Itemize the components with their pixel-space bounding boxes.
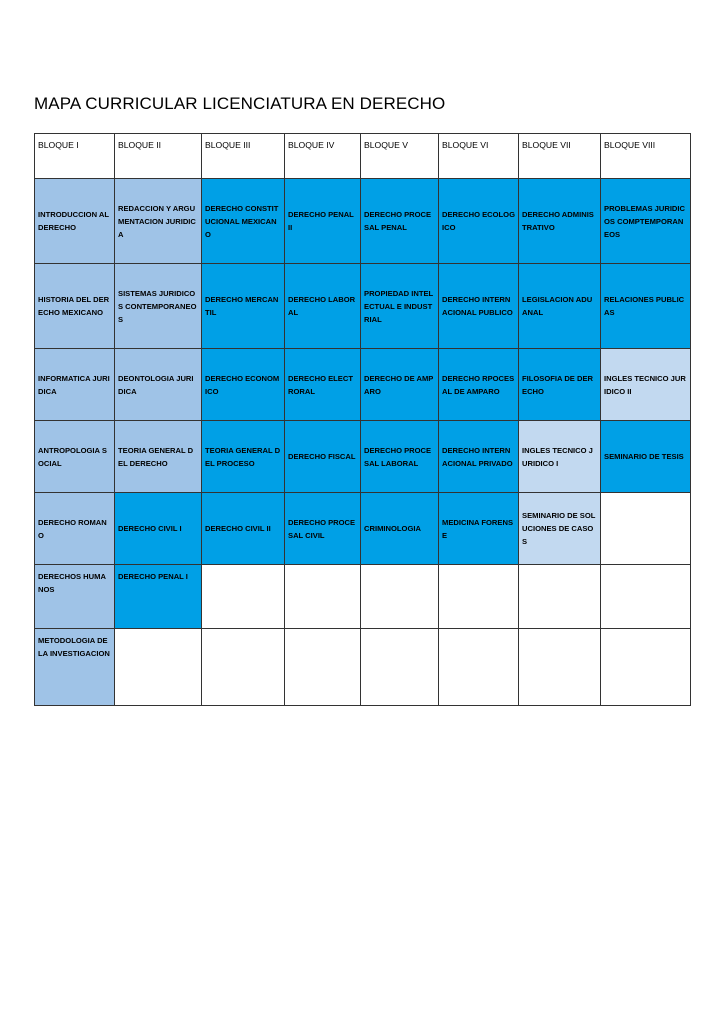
course-cell: ANTROPOLOGIA SOCIAL <box>35 421 115 493</box>
course-cell <box>285 565 361 629</box>
header-cell: BLOQUE II <box>115 134 202 179</box>
course-cell: DERECHO ECOLOGICO <box>439 179 519 264</box>
course-cell: MEDICINA FORENSE <box>439 493 519 565</box>
course-cell: SISTEMAS JURIDICOS CONTEMPORANEOS <box>115 264 202 349</box>
course-cell <box>439 565 519 629</box>
course-cell: DERECHO ELECTRORAL <box>285 349 361 421</box>
course-cell: INFORMATICA JURIDICA <box>35 349 115 421</box>
course-cell <box>601 493 691 565</box>
course-cell: DERECHO PROCESAL CIVIL <box>285 493 361 565</box>
table-row <box>35 349 691 421</box>
course-cell: SEMINARIO DE SOLUCIONES DE CASOS <box>519 493 601 565</box>
course-cell: DERECHO ADMINISTRATIVO <box>519 179 601 264</box>
course-cell <box>601 629 691 706</box>
course-cell: PROBLEMAS JURIDICOS COMPTEMPORANEOS <box>601 179 691 264</box>
course-cell: INTRODUCCION AL DERECHO <box>35 179 115 264</box>
header-cell: BLOQUE III <box>202 134 285 179</box>
course-cell: TEORIA GENERAL DEL PROCESO <box>202 421 285 493</box>
course-cell: REDACCION Y ARGUMENTACION JURIDICA <box>115 179 202 264</box>
course-cell: DERECHO CIVIL II <box>202 493 285 565</box>
course-cell <box>202 629 285 706</box>
course-cell: DERECHO PROCESAL LABORAL <box>361 421 439 493</box>
course-cell: DERECHO MERCANTIL <box>202 264 285 349</box>
table-row <box>35 493 691 565</box>
course-cell: DERECHO FISCAL <box>285 421 361 493</box>
header-row <box>35 134 691 179</box>
document-title: MAPA CURRICULAR LICENCIATURA EN DERECHO <box>34 94 446 113</box>
header-cell: BLOQUE VIII <box>601 134 691 179</box>
course-cell: DERECHO PENAL II <box>285 179 361 264</box>
course-cell: DERECHO DE AMPARO <box>361 349 439 421</box>
course-cell: METODOLOGIA DE LA INVESTIGACION <box>35 629 115 706</box>
table-row <box>35 264 691 349</box>
course-cell: DERECHO INTERNACIONAL PUBLICO <box>439 264 519 349</box>
table-row <box>35 565 691 629</box>
course-cell: DERECHO INTERNACIONAL PRIVADO <box>439 421 519 493</box>
course-cell <box>439 629 519 706</box>
header-cell: BLOQUE VII <box>519 134 601 179</box>
header-cell: BLOQUE VI <box>439 134 519 179</box>
course-cell: TEORIA GENERAL DEL DERECHO <box>115 421 202 493</box>
course-cell: DERECHO PENAL I <box>115 565 202 629</box>
header-cell: BLOQUE I <box>35 134 115 179</box>
table-row <box>35 629 691 706</box>
course-cell <box>361 629 439 706</box>
table-row <box>35 179 691 264</box>
course-cell: INGLES TECNICO JURIDICO I <box>519 421 601 493</box>
course-cell: DERECHO PROCESAL PENAL <box>361 179 439 264</box>
course-cell: DERECHO CONSTITUCIONAL MEXICANO <box>202 179 285 264</box>
course-cell <box>519 629 601 706</box>
course-cell <box>601 565 691 629</box>
course-cell: DERECHO ROMANO <box>35 493 115 565</box>
course-cell: INGLES TECNICO JURIDICO II <box>601 349 691 421</box>
course-cell: PROPIEDAD INTELECTUAL E INDUSTRIAL <box>361 264 439 349</box>
course-cell: DERECHO RPOCESAL DE AMPARO <box>439 349 519 421</box>
course-cell: CRIMINOLOGIA <box>361 493 439 565</box>
course-cell: DERECHO CIVIL I <box>115 493 202 565</box>
course-cell: DERECHO LABORAL <box>285 264 361 349</box>
course-cell <box>361 565 439 629</box>
curriculum-table <box>34 133 691 706</box>
header-cell: BLOQUE IV <box>285 134 361 179</box>
course-cell <box>285 629 361 706</box>
course-cell <box>202 565 285 629</box>
course-cell: DEONTOLOGIA JURIDICA <box>115 349 202 421</box>
course-cell <box>519 565 601 629</box>
course-cell <box>115 629 202 706</box>
course-cell: LEGISLACION ADUANAL <box>519 264 601 349</box>
header-cell: BLOQUE V <box>361 134 439 179</box>
course-cell: SEMINARIO DE TESIS <box>601 421 691 493</box>
course-cell: HISTORIA DEL DERECHO MEXICANO <box>35 264 115 349</box>
course-cell: FILOSOFIA DE DERECHO <box>519 349 601 421</box>
course-cell: RELACIONES PUBLICAS <box>601 264 691 349</box>
course-cell: DERECHOS HUMANOS <box>35 565 115 629</box>
table-row <box>35 421 691 493</box>
course-cell: DERECHO ECONOMICO <box>202 349 285 421</box>
